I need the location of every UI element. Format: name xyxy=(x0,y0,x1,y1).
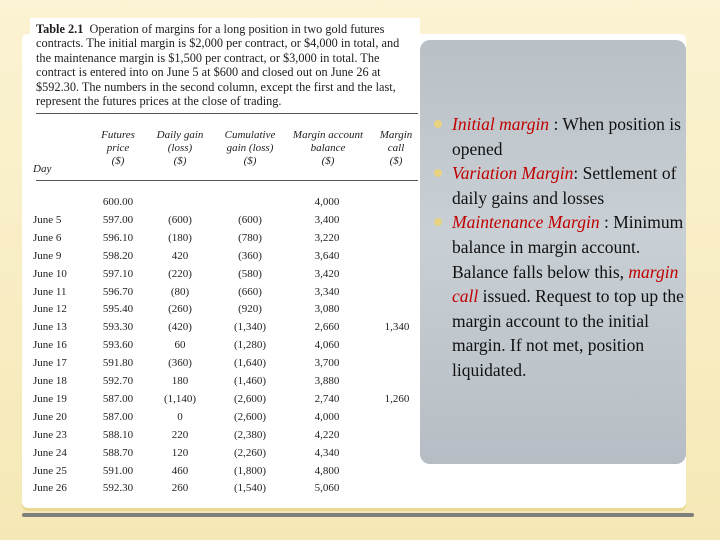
caption-line-3: the maintenance margin is $1,500 per contract, or $3,000 in total. The xyxy=(36,50,380,65)
table-cell-gain: (180) xyxy=(168,231,192,244)
bullet-variation-margin xyxy=(430,161,688,210)
table-top-rule xyxy=(36,113,418,114)
table-cell-bal: 4,220 xyxy=(314,428,340,441)
caption-line-2: contracts. The initial margin is $2,000 per contract, or $4,000 in total, and xyxy=(36,36,400,51)
table-cell-bal: 4,000 xyxy=(314,410,340,423)
caption-line-5: $592.30. The numbers in the second column, except the first and the last, xyxy=(36,79,396,94)
header-call-line: Margin xyxy=(379,129,413,141)
slide-bottom-rule xyxy=(22,513,694,517)
table-cell-gain: 220 xyxy=(171,428,189,441)
table-cell-gain: 420 xyxy=(171,249,189,262)
table-cell-gain: 0 xyxy=(177,410,183,423)
table-cell-price: 595.40 xyxy=(102,303,134,316)
table-cell-bal: 4,340 xyxy=(314,446,340,459)
table-cell-gain: 260 xyxy=(171,482,189,495)
header-gain-line: (loss) xyxy=(167,142,193,154)
header-margin-call xyxy=(370,129,422,168)
table-cell-cum: (2,260) xyxy=(233,446,267,459)
table-cell-cum: (580) xyxy=(238,267,262,280)
table-cell-day: June 23 xyxy=(33,428,67,441)
bullet-text: : Settlement of daily gains and losses xyxy=(452,163,677,208)
table-cell-price: 587.00 xyxy=(102,410,134,423)
table-cell-cum: (660) xyxy=(238,285,262,298)
table-cell-price: 593.60 xyxy=(102,339,134,352)
header-gain-line: ($) xyxy=(173,155,187,167)
table-cell-bal: 4,060 xyxy=(314,339,340,352)
table-label: Table 2.1 xyxy=(36,22,84,36)
table-cell-cum: (2,600) xyxy=(233,410,267,423)
table-cell-cum: (600) xyxy=(238,213,262,226)
table-cell-day: June 25 xyxy=(33,464,67,477)
table-cell-bal: 2,660 xyxy=(314,321,340,334)
table-header-rule xyxy=(36,180,418,181)
table-cell-price: 587.00 xyxy=(102,392,134,405)
table-cell-cum: (1,540) xyxy=(233,482,267,495)
table-cell-cum: (1,800) xyxy=(233,464,267,477)
table-cell-price: 592.70 xyxy=(102,375,134,387)
term-variation-margin: Variation Margin xyxy=(452,163,574,184)
table-cell-price: 597.10 xyxy=(102,267,134,280)
table-cell-gain: 120 xyxy=(171,446,189,459)
table-cell-gain: 180 xyxy=(171,375,189,387)
table-cell-day: June 9 xyxy=(33,249,62,262)
table-cell-day: June 20 xyxy=(33,410,67,423)
caption-line-1 xyxy=(36,22,416,36)
table-cell-gain: (80) xyxy=(170,285,190,298)
table-cell-cum: (920) xyxy=(238,303,262,316)
table-cell-price: 592.30 xyxy=(102,482,134,495)
table-cell-price: 593.30 xyxy=(102,321,134,334)
table-cell-bal: 3,340 xyxy=(314,285,340,298)
table-cell-day: June 6 xyxy=(33,231,62,244)
caption-line-6: represent the futures prices at the close of trading. xyxy=(36,94,282,109)
header-bal-line: Margin account xyxy=(292,129,364,141)
table-cell-cum: (360) xyxy=(238,249,262,262)
scanned-table-image xyxy=(30,18,420,494)
bullet-initial-margin xyxy=(430,112,688,161)
table-cell-gain: (260) xyxy=(168,303,192,316)
table-cell-cum: (2,600) xyxy=(233,392,267,405)
table-cell-call: 1,340 xyxy=(384,321,410,334)
bullet-maintenance-margin xyxy=(430,210,688,382)
header-price-line: ($) xyxy=(111,155,125,167)
table-cell-cum: (1,640) xyxy=(233,357,267,370)
table-cell-day: June 16 xyxy=(33,339,67,352)
table-cell-gain: (1,140) xyxy=(163,392,197,405)
table-cell-bal: 3,080 xyxy=(314,303,340,316)
term-margin-call: margin call xyxy=(452,261,679,307)
table-cell-price: 598.20 xyxy=(102,249,134,262)
table-cell-gain: 60 xyxy=(174,339,186,352)
table-cell-cum: (780) xyxy=(238,231,262,244)
table-cell-day: June 5 xyxy=(33,213,62,226)
table-cell-price: 597.00 xyxy=(102,213,134,226)
table-cell-cum: (2,380) xyxy=(233,428,267,441)
table-caption xyxy=(36,22,416,108)
table-cell-price: 600.00 xyxy=(102,196,134,208)
header-bal-line: ($) xyxy=(321,155,335,167)
table-cell-price: 588.70 xyxy=(102,446,134,459)
header-cum-line: gain (loss) xyxy=(226,142,274,154)
table-cell-gain: (600) xyxy=(168,213,192,226)
table-cell-bal: 3,880 xyxy=(314,375,340,387)
table-cell-price: 596.10 xyxy=(102,231,134,244)
header-gain-line: Daily gain xyxy=(156,129,204,141)
table-cell-day: June 17 xyxy=(33,357,67,370)
table-cell-call: 1,260 xyxy=(384,392,410,405)
header-daily-gain xyxy=(146,129,214,168)
table-cell-bal: 3,400 xyxy=(314,213,340,226)
table-cell-day: June 12 xyxy=(33,303,67,316)
bullet-list xyxy=(430,112,688,383)
table-cell-cum: (1,460) xyxy=(233,375,267,387)
table-cell-bal: 4,000 xyxy=(314,196,340,208)
header-cumulative-gain xyxy=(212,129,288,168)
table-cell-bal: 2,740 xyxy=(314,392,340,405)
table-cell-price: 591.00 xyxy=(102,464,134,477)
header-bal-line: balance xyxy=(310,142,346,154)
table-cell-day: June 10 xyxy=(33,267,67,280)
table-cell-bal: 3,220 xyxy=(314,231,340,244)
table-cell-bal: 5,060 xyxy=(314,482,340,495)
table-cell-gain: (220) xyxy=(168,267,192,280)
table-cell-gain: 460 xyxy=(171,464,189,477)
header-cum-line: Cumulative xyxy=(224,129,276,141)
table-cell-day: June 11 xyxy=(33,285,67,298)
term-maintenance-margin: Maintenance Margin xyxy=(452,212,600,233)
table-cell-day: June 13 xyxy=(33,321,67,334)
table-cell-price: 596.70 xyxy=(102,285,134,298)
term-initial-margin: Initial margin xyxy=(452,114,550,134)
table-cell-gain: (360) xyxy=(168,357,192,370)
header-price xyxy=(88,129,148,168)
table-cell-price: 588.10 xyxy=(102,428,134,441)
bullet-text: : Minimum balance in margin account. Balance falls below this, xyxy=(452,212,684,282)
table-cell-bal: 3,420 xyxy=(314,267,340,280)
table-cell-day: June 26 xyxy=(33,482,67,495)
header-price-line: Futures xyxy=(101,129,135,141)
header-price-line: price xyxy=(106,142,130,154)
table-cell-gain: (420) xyxy=(168,321,192,334)
header-cum-line: ($) xyxy=(243,155,257,167)
bullet-marker xyxy=(434,120,442,128)
header-call-line: call xyxy=(387,142,405,154)
caption-line-4: contract is entered into on June 5 at $600 and closed out on June 26 at xyxy=(36,65,381,80)
header-margin-balance xyxy=(284,129,372,168)
caption-text: Operation of margins for a long position in two gold futures xyxy=(89,22,385,36)
header-day: Day xyxy=(33,163,52,175)
table-cell-day: June 18 xyxy=(33,375,67,387)
bullet-marker xyxy=(434,169,442,177)
header-call-line: ($) xyxy=(389,155,403,167)
table-cell-bal: 3,640 xyxy=(314,249,340,262)
bullet-marker xyxy=(434,218,442,226)
table-cell-cum: (1,280) xyxy=(233,339,267,352)
table-cell-day: June 24 xyxy=(33,446,67,459)
bullet-text: issued. Request to top up the margin account to the initial margin. If not met, position liquidated. xyxy=(452,286,684,380)
table-cell-bal: 4,800 xyxy=(314,464,340,477)
table-cell-price: 591.80 xyxy=(102,357,134,370)
table-cell-cum: (1,340) xyxy=(233,321,267,334)
bullet-text: : When position is opened xyxy=(452,114,681,159)
table-cell-day: June 19 xyxy=(33,392,67,405)
table-cell-bal: 3,700 xyxy=(314,357,340,370)
